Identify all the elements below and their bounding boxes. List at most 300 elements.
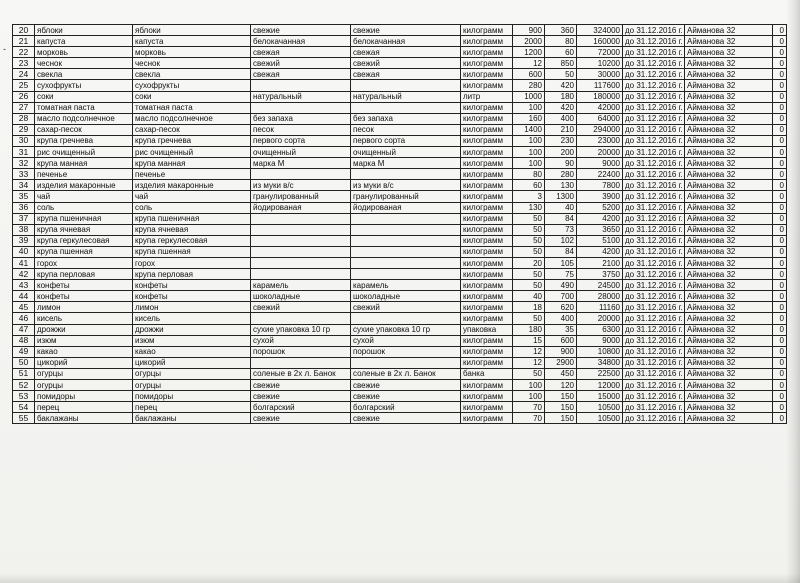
delivery-date: до 31.12.2016 г. (623, 246, 685, 257)
item-name: томатная паста (35, 102, 133, 113)
total-sum: 180000 (577, 91, 623, 102)
row-number: 39 (13, 235, 35, 246)
total-sum: 324000 (577, 25, 623, 36)
last-column-value: 0 (773, 302, 787, 313)
unit-price: 75 (545, 269, 577, 280)
last-column-value: 0 (773, 80, 787, 91)
item-spec-repeat: сухие упаковка 10 гр (351, 324, 461, 335)
item-name-repeat: крупа перловая (133, 269, 251, 280)
quantity: 50 (513, 235, 545, 246)
item-name: соки (35, 91, 133, 102)
unit-of-measure: килограмм (461, 213, 513, 224)
quantity: 160 (513, 113, 545, 124)
row-number: 51 (13, 368, 35, 379)
quantity: 280 (513, 80, 545, 91)
last-column-value: 0 (773, 213, 787, 224)
delivery-address: Айманова 32 (685, 91, 773, 102)
unit-of-measure: килограмм (461, 58, 513, 69)
item-spec-repeat (351, 224, 461, 235)
item-spec-repeat (351, 357, 461, 368)
quantity: 2000 (513, 36, 545, 47)
item-spec (251, 313, 351, 324)
total-sum: 2100 (577, 257, 623, 268)
delivery-date: до 31.12.2016 г. (623, 380, 685, 391)
quantity: 100 (513, 102, 545, 113)
item-name-repeat: крупа гречнева (133, 135, 251, 146)
item-name: морковь (35, 47, 133, 58)
item-name: какао (35, 346, 133, 357)
unit-of-measure: килограмм (461, 224, 513, 235)
item-name: капуста (35, 36, 133, 47)
delivery-address: Айманова 32 (685, 135, 773, 146)
unit-price: 420 (545, 102, 577, 113)
table-row (13, 135, 787, 146)
total-sum: 6300 (577, 324, 623, 335)
delivery-date: до 31.12.2016 г. (623, 413, 685, 424)
unit-of-measure: килограмм (461, 25, 513, 36)
item-name: чеснок (35, 58, 133, 69)
item-name-repeat: баклажаны (133, 413, 251, 424)
delivery-address: Айманова 32 (685, 113, 773, 124)
table-row (13, 357, 787, 368)
item-name-repeat: перец (133, 402, 251, 413)
unit-of-measure: килограмм (461, 280, 513, 291)
scan-shadow-right (786, 0, 800, 583)
item-name-repeat: лимон (133, 302, 251, 313)
unit-price: 900 (545, 346, 577, 357)
table-row (13, 202, 787, 213)
quantity: 1400 (513, 124, 545, 135)
delivery-date: до 31.12.2016 г. (623, 368, 685, 379)
unit-of-measure: килограмм (461, 180, 513, 191)
item-spec-repeat (351, 313, 461, 324)
total-sum: 22500 (577, 368, 623, 379)
last-column-value: 0 (773, 113, 787, 124)
item-spec: марка М (251, 158, 351, 169)
table-row (13, 91, 787, 102)
item-name-repeat: капуста (133, 36, 251, 47)
item-name-repeat: сухофрукты (133, 80, 251, 91)
item-spec-repeat (351, 169, 461, 180)
quantity: 15 (513, 335, 545, 346)
table-row (13, 269, 787, 280)
last-column-value: 0 (773, 280, 787, 291)
item-name: изюм (35, 335, 133, 346)
unit-price: 2900 (545, 357, 577, 368)
item-spec-repeat: сухой (351, 335, 461, 346)
item-spec: свежая (251, 47, 351, 58)
row-number: 27 (13, 102, 35, 113)
last-column-value: 0 (773, 147, 787, 158)
item-name-repeat: горох (133, 257, 251, 268)
item-spec: из муки в/с (251, 180, 351, 191)
last-column-value: 0 (773, 391, 787, 402)
item-spec-repeat: первого сорта (351, 135, 461, 146)
item-spec (251, 169, 351, 180)
delivery-address: Айманова 32 (685, 357, 773, 368)
item-name-repeat: крупа пшенная (133, 246, 251, 257)
unit-of-measure: килограмм (461, 257, 513, 268)
delivery-date: до 31.12.2016 г. (623, 180, 685, 191)
table-row (13, 102, 787, 113)
delivery-address: Айманова 32 (685, 69, 773, 80)
delivery-date: до 31.12.2016 г. (623, 291, 685, 302)
row-number: 36 (13, 202, 35, 213)
delivery-date: до 31.12.2016 г. (623, 402, 685, 413)
delivery-address: Айманова 32 (685, 169, 773, 180)
item-spec-repeat: свежий (351, 58, 461, 69)
delivery-date: до 31.12.2016 г. (623, 391, 685, 402)
item-spec: порошок (251, 346, 351, 357)
quantity: 50 (513, 368, 545, 379)
item-spec-repeat: соленые в 2х л. Банок (351, 368, 461, 379)
unit-price: 210 (545, 124, 577, 135)
row-number: 31 (13, 147, 35, 158)
delivery-address: Айманова 32 (685, 280, 773, 291)
item-name: крупа ячневая (35, 224, 133, 235)
total-sum: 3900 (577, 191, 623, 202)
total-sum: 4200 (577, 246, 623, 257)
item-spec: свежий (251, 58, 351, 69)
item-name: баклажаны (35, 413, 133, 424)
item-name: крупа пшенная (35, 246, 133, 257)
unit-price: 84 (545, 213, 577, 224)
unit-of-measure: килограмм (461, 391, 513, 402)
quantity: 180 (513, 324, 545, 335)
item-name: лимон (35, 302, 133, 313)
table-row (13, 380, 787, 391)
table-row (13, 224, 787, 235)
unit-of-measure: килограмм (461, 102, 513, 113)
quantity: 70 (513, 413, 545, 424)
delivery-date: до 31.12.2016 г. (623, 213, 685, 224)
total-sum: 160000 (577, 36, 623, 47)
last-column-value: 0 (773, 25, 787, 36)
quantity: 3 (513, 191, 545, 202)
delivery-address: Айманова 32 (685, 335, 773, 346)
unit-price: 35 (545, 324, 577, 335)
item-name-repeat: сахар-песок (133, 124, 251, 135)
item-spec: свежие (251, 25, 351, 36)
item-spec-repeat: марка М (351, 158, 461, 169)
delivery-address: Айманова 32 (685, 380, 773, 391)
quantity: 50 (513, 213, 545, 224)
item-name-repeat: дрожжи (133, 324, 251, 335)
item-spec-repeat: свежие (351, 380, 461, 391)
item-spec-repeat: свежая (351, 47, 461, 58)
unit-of-measure: килограмм (461, 380, 513, 391)
last-column-value: 0 (773, 47, 787, 58)
item-spec-repeat (351, 269, 461, 280)
total-sum: 20000 (577, 147, 623, 158)
total-sum: 22400 (577, 169, 623, 180)
quantity: 50 (513, 313, 545, 324)
row-number: 50 (13, 357, 35, 368)
item-spec: соленые в 2х л. Банок (251, 368, 351, 379)
unit-of-measure: килограмм (461, 69, 513, 80)
table-row (13, 191, 787, 202)
table-row (13, 291, 787, 302)
row-number: 38 (13, 224, 35, 235)
last-column-value: 0 (773, 224, 787, 235)
item-spec (251, 80, 351, 91)
item-spec (251, 257, 351, 268)
total-sum: 42000 (577, 102, 623, 113)
total-sum: 10800 (577, 346, 623, 357)
item-name: конфеты (35, 280, 133, 291)
total-sum: 9000 (577, 158, 623, 169)
quantity: 100 (513, 391, 545, 402)
unit-of-measure: килограмм (461, 191, 513, 202)
quantity: 60 (513, 180, 545, 191)
total-sum: 72000 (577, 47, 623, 58)
row-number: 48 (13, 335, 35, 346)
delivery-date: до 31.12.2016 г. (623, 269, 685, 280)
unit-price: 400 (545, 313, 577, 324)
item-name: сахар-песок (35, 124, 133, 135)
item-name-repeat: томатная паста (133, 102, 251, 113)
item-spec: натуральный (251, 91, 351, 102)
table-row (13, 36, 787, 47)
unit-price: 73 (545, 224, 577, 235)
item-spec-repeat: очищенный (351, 147, 461, 158)
table-row (13, 413, 787, 424)
table-row (13, 213, 787, 224)
item-spec: сухой (251, 335, 351, 346)
item-name: свекла (35, 69, 133, 80)
delivery-address: Айманова 32 (685, 224, 773, 235)
table-row (13, 25, 787, 36)
delivery-address: Айманова 32 (685, 391, 773, 402)
last-column-value: 0 (773, 291, 787, 302)
quantity: 20 (513, 257, 545, 268)
quantity: 100 (513, 158, 545, 169)
table-row (13, 302, 787, 313)
delivery-address: Айманова 32 (685, 47, 773, 58)
unit-price: 60 (545, 47, 577, 58)
quantity: 50 (513, 280, 545, 291)
quantity: 70 (513, 402, 545, 413)
item-name: конфеты (35, 291, 133, 302)
row-number: 20 (13, 25, 35, 36)
item-spec-repeat: порошок (351, 346, 461, 357)
total-sum: 5100 (577, 235, 623, 246)
delivery-address: Айманова 32 (685, 191, 773, 202)
total-sum: 34800 (577, 357, 623, 368)
delivery-date: до 31.12.2016 г. (623, 346, 685, 357)
item-name: крупа гречнева (35, 135, 133, 146)
item-spec-repeat (351, 213, 461, 224)
item-spec-repeat: свежая (351, 69, 461, 80)
table-row (13, 180, 787, 191)
unit-of-measure: килограмм (461, 313, 513, 324)
last-column-value: 0 (773, 257, 787, 268)
item-spec (251, 224, 351, 235)
delivery-date: до 31.12.2016 г. (623, 36, 685, 47)
delivery-date: до 31.12.2016 г. (623, 113, 685, 124)
item-name: цикорий (35, 357, 133, 368)
item-spec: свежие (251, 391, 351, 402)
table-row (13, 158, 787, 169)
quantity: 130 (513, 202, 545, 213)
total-sum: 5200 (577, 202, 623, 213)
unit-price: 1300 (545, 191, 577, 202)
row-number: 45 (13, 302, 35, 313)
item-name: помидоры (35, 391, 133, 402)
delivery-address: Айманова 32 (685, 246, 773, 257)
item-name: яблоки (35, 25, 133, 36)
item-name: печенье (35, 169, 133, 180)
quantity: 100 (513, 380, 545, 391)
item-name-repeat: соль (133, 202, 251, 213)
table-row (13, 402, 787, 413)
unit-price: 230 (545, 135, 577, 146)
total-sum: 10500 (577, 402, 623, 413)
unit-of-measure: упаковка (461, 324, 513, 335)
unit-of-measure: килограмм (461, 302, 513, 313)
row-number: 35 (13, 191, 35, 202)
item-name: огурцы (35, 368, 133, 379)
item-spec-repeat: без запаха (351, 113, 461, 124)
delivery-address: Айманова 32 (685, 36, 773, 47)
row-number: 52 (13, 380, 35, 391)
item-name-repeat: чай (133, 191, 251, 202)
table-row (13, 368, 787, 379)
item-name: дрожжи (35, 324, 133, 335)
table-row (13, 235, 787, 246)
table-row (13, 346, 787, 357)
item-spec-repeat: болгарский (351, 402, 461, 413)
row-number: 54 (13, 402, 35, 413)
item-spec-repeat (351, 246, 461, 257)
unit-of-measure: килограмм (461, 357, 513, 368)
unit-price: 150 (545, 391, 577, 402)
unit-price: 850 (545, 58, 577, 69)
last-column-value: 0 (773, 180, 787, 191)
total-sum: 117600 (577, 80, 623, 91)
total-sum: 15000 (577, 391, 623, 402)
last-column-value: 0 (773, 402, 787, 413)
item-spec-repeat: карамель (351, 280, 461, 291)
unit-price: 102 (545, 235, 577, 246)
last-column-value: 0 (773, 158, 787, 169)
last-column-value: 0 (773, 69, 787, 80)
delivery-address: Айманова 32 (685, 313, 773, 324)
row-number: 22 (13, 47, 35, 58)
row-number: 44 (13, 291, 35, 302)
row-number: 40 (13, 246, 35, 257)
delivery-address: Айманова 32 (685, 202, 773, 213)
item-spec: первого сорта (251, 135, 351, 146)
last-column-value: 0 (773, 313, 787, 324)
last-column-value: 0 (773, 102, 787, 113)
row-number: 49 (13, 346, 35, 357)
item-name: перец (35, 402, 133, 413)
unit-price: 120 (545, 380, 577, 391)
row-number: 32 (13, 158, 35, 169)
row-number: 23 (13, 58, 35, 69)
item-spec-repeat: свежий (351, 302, 461, 313)
total-sum: 11160 (577, 302, 623, 313)
item-name: изделия макаронные (35, 180, 133, 191)
delivery-date: до 31.12.2016 г. (623, 69, 685, 80)
delivery-date: до 31.12.2016 г. (623, 202, 685, 213)
item-name-repeat: чеснок (133, 58, 251, 69)
quantity: 900 (513, 25, 545, 36)
item-spec (251, 269, 351, 280)
unit-of-measure: килограмм (461, 135, 513, 146)
delivery-address: Айманова 32 (685, 269, 773, 280)
delivery-date: до 31.12.2016 г. (623, 47, 685, 58)
quantity: 80 (513, 169, 545, 180)
item-spec-repeat: свежие (351, 25, 461, 36)
unit-price: 80 (545, 36, 577, 47)
item-spec: очищенный (251, 147, 351, 158)
row-number: 47 (13, 324, 35, 335)
item-spec-repeat (351, 102, 461, 113)
table-row (13, 147, 787, 158)
item-name-repeat: огурцы (133, 368, 251, 379)
total-sum: 294000 (577, 124, 623, 135)
delivery-date: до 31.12.2016 г. (623, 135, 685, 146)
unit-of-measure: килограмм (461, 147, 513, 158)
item-spec (251, 213, 351, 224)
table-row (13, 391, 787, 402)
delivery-date: до 31.12.2016 г. (623, 147, 685, 158)
inventory-table (12, 24, 787, 424)
unit-price: 620 (545, 302, 577, 313)
item-name: крупа манная (35, 158, 133, 169)
item-name: крупа пшеничная (35, 213, 133, 224)
item-spec-repeat: шоколадные (351, 291, 461, 302)
row-number: 43 (13, 280, 35, 291)
item-spec-repeat (351, 235, 461, 246)
row-number: 46 (13, 313, 35, 324)
item-name: сухофрукты (35, 80, 133, 91)
item-name-repeat: свекла (133, 69, 251, 80)
item-spec: свежие (251, 380, 351, 391)
quantity: 1000 (513, 91, 545, 102)
total-sum: 4200 (577, 213, 623, 224)
item-name-repeat: изюм (133, 335, 251, 346)
last-column-value: 0 (773, 124, 787, 135)
unit-price: 450 (545, 368, 577, 379)
delivery-date: до 31.12.2016 г. (623, 313, 685, 324)
item-spec (251, 102, 351, 113)
item-name: крупа перловая (35, 269, 133, 280)
delivery-address: Айманова 32 (685, 324, 773, 335)
item-spec-repeat: гранулированный (351, 191, 461, 202)
item-spec-repeat: свежие (351, 413, 461, 424)
unit-of-measure: килограмм (461, 80, 513, 91)
unit-of-measure: килограмм (461, 346, 513, 357)
unit-of-measure: килограмм (461, 47, 513, 58)
delivery-address: Айманова 32 (685, 235, 773, 246)
total-sum: 10200 (577, 58, 623, 69)
unit-of-measure: килограмм (461, 36, 513, 47)
last-column-value: 0 (773, 58, 787, 69)
item-spec-repeat: белокачанная (351, 36, 461, 47)
item-spec-repeat (351, 80, 461, 91)
item-name-repeat: крупа ячневая (133, 224, 251, 235)
delivery-date: до 31.12.2016 г. (623, 191, 685, 202)
delivery-address: Айманова 32 (685, 25, 773, 36)
delivery-address: Айманова 32 (685, 147, 773, 158)
item-name: рис очищенный (35, 147, 133, 158)
last-column-value: 0 (773, 357, 787, 368)
unit-of-measure: килограмм (461, 413, 513, 424)
delivery-address: Айманова 32 (685, 402, 773, 413)
